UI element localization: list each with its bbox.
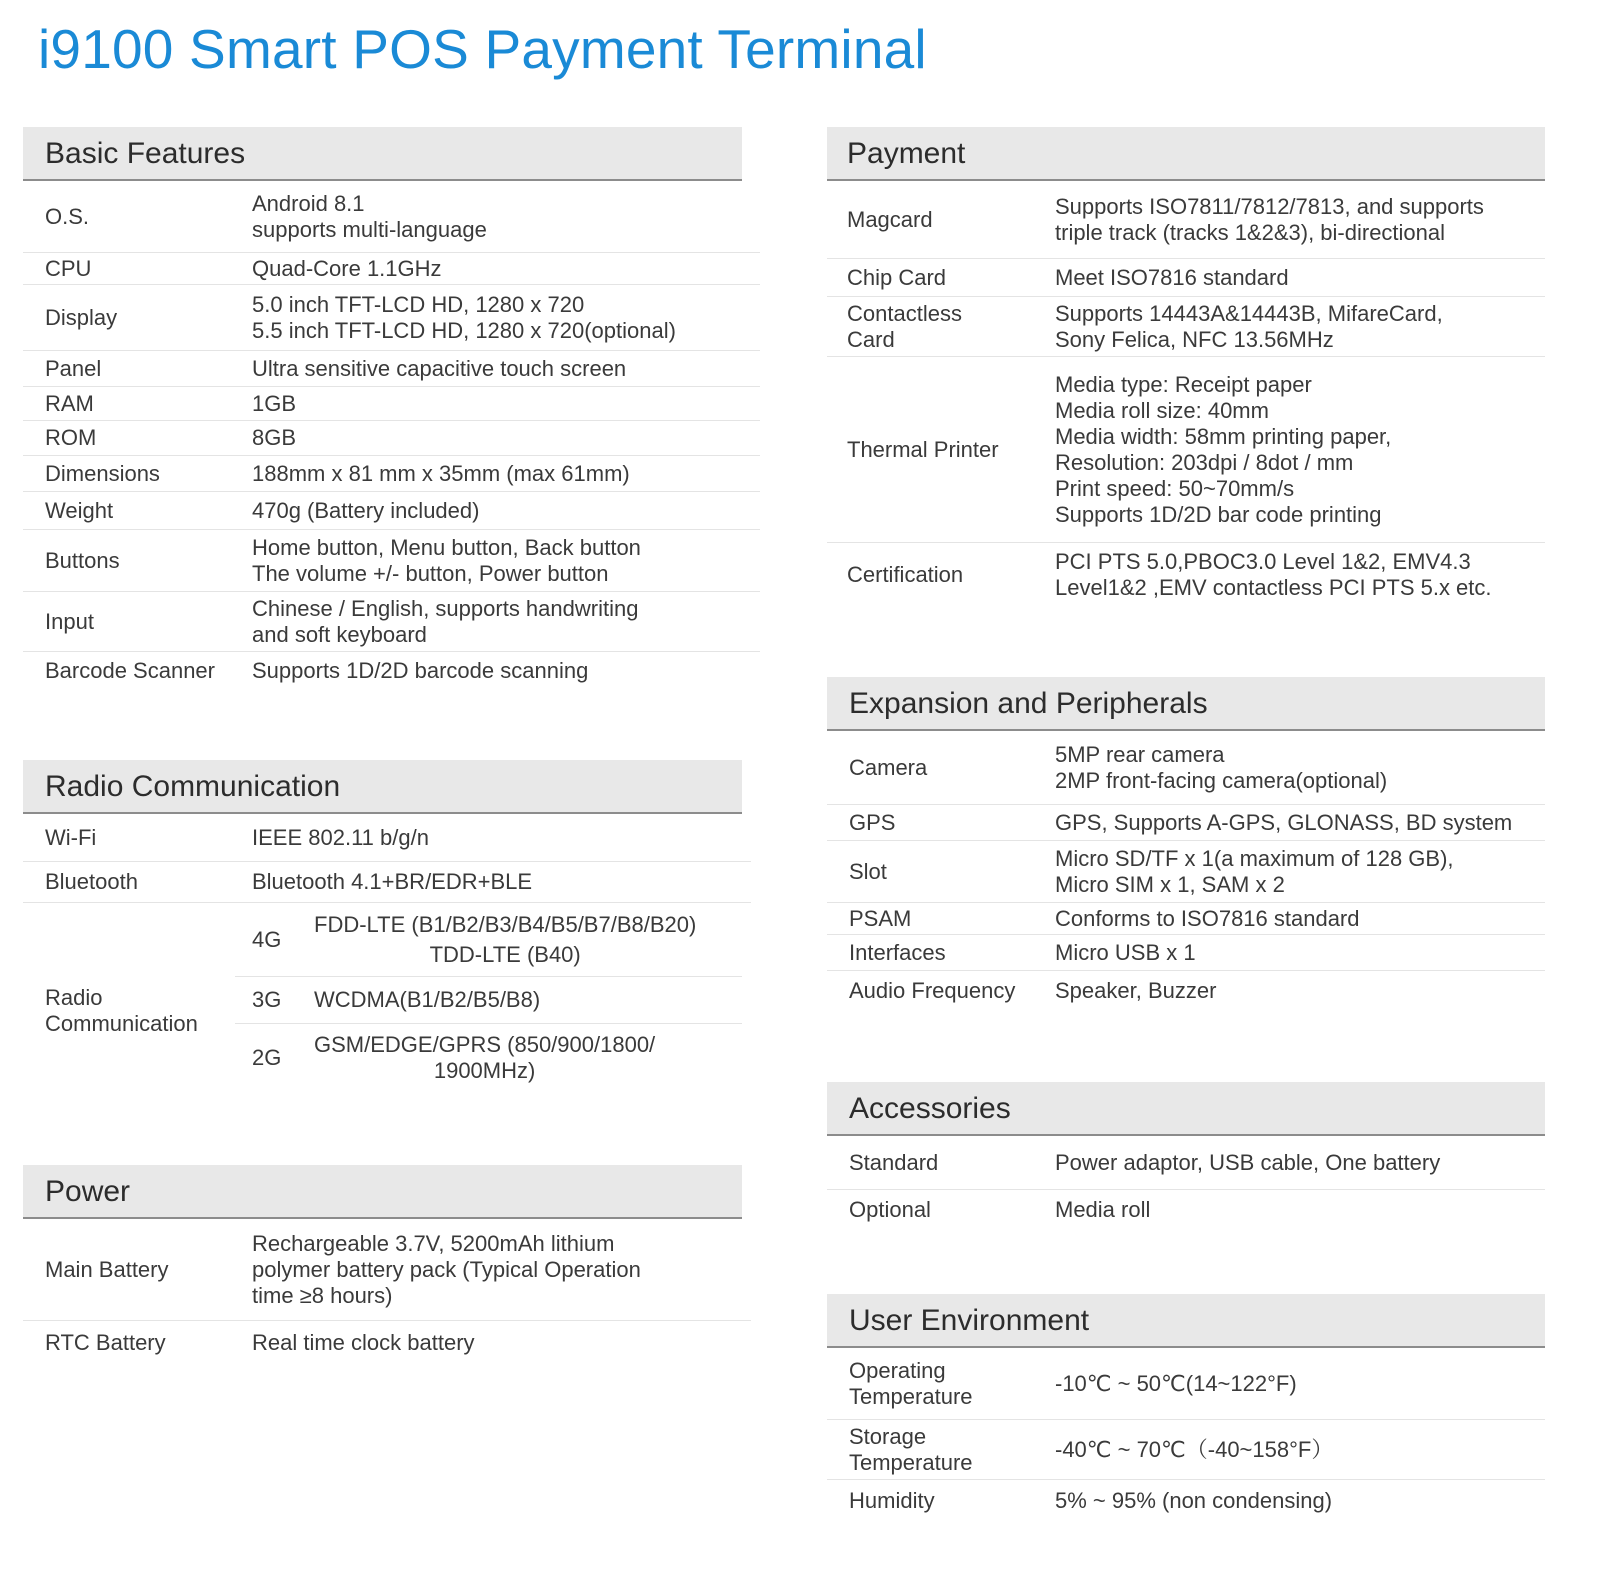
row-value: Meet ISO7816 standard [1055,264,1289,290]
band-label: 3G [252,987,282,1012]
row-value: Media type: Receipt paper Media roll size: 40mm Media width: 58mm printing paper, Resolution: 203dpi / 8dot / mm Print speed: 50~70mm/s Supports 1D/2D bar code printing [1055,371,1392,527]
spec-row [23,1321,751,1365]
row-label: PSAM [849,905,912,931]
spec-row [827,1348,1545,1420]
row-value: Speaker, Buzzer [1055,978,1217,1003]
spec-row [827,259,1545,297]
spec-row [827,841,1545,903]
spec-row [23,456,760,492]
section-heading: User Environment [827,1294,1545,1348]
user-environment-section [827,1294,1545,1538]
spec-row [23,351,760,387]
row-value: Power adaptor, USB cable, One battery [1055,1149,1441,1175]
row-label: RAM [45,390,94,416]
spec-table [23,1219,742,1369]
basic-features-section [23,127,742,701]
row-label: Slot [849,858,887,884]
section-heading: Expansion and Peripherals [827,677,1545,731]
row-value: GPS, Supports A-GPS, GLONASS, BD system [1055,809,1513,835]
row-value: Conforms to ISO7816 standard [1055,905,1360,931]
radio-communication-section [23,760,742,1154]
row-label: Contactless Card [847,300,962,352]
row-value: Supports 14443A&14443B, MifareCard, Sony Felica, NFC 13.56MHz [1055,300,1443,352]
row-label: Camera [849,754,928,780]
row-label: Certification [847,562,964,587]
row-label: Humidity [849,1488,935,1513]
row-value: Supports 1D/2D barcode scanning [252,658,589,683]
row-label: Chip Card [847,264,947,290]
spec-row [23,652,760,690]
band-value: GSM/EDGE/GPRS (850/900/1800/ 1900MHz) [314,1032,656,1083]
row-value: Quad-Core 1.1GHz [252,255,442,281]
row-label: Radio Communication [45,985,198,1036]
band-row-4g [235,903,742,977]
row-label: Operating Temperature [849,1357,973,1409]
spec-row [23,181,760,253]
row-label: CPU [45,255,92,281]
row-value: Micro SD/TF x 1(a maximum of 128 GB), Micro SIM x 1, SAM x 2 [1055,845,1454,897]
row-label: O.S. [45,203,90,229]
section-heading: Payment [827,127,1545,181]
section-heading: Accessories [827,1082,1545,1136]
row-label: Thermal Printer [847,436,999,462]
row-value: -10℃ ~ 50℃(14~122°F) [1055,1370,1297,1396]
payment-section [827,127,1545,611]
section-heading: Power [23,1165,742,1219]
row-value: 188mm x 81 mm x 35mm (max 61mm) [252,460,630,486]
row-label: Interfaces [849,939,946,965]
spec-row [827,543,1545,607]
spec-row [23,862,751,903]
spec-table [827,1348,1545,1538]
spec-row [827,805,1545,841]
row-value: Ultra sensitive capacitive touch screen [252,355,627,381]
row-value: 470g (Battery included) [252,497,480,523]
spec-row [827,731,1545,805]
row-value: 8GB [252,425,297,450]
row-value: Bluetooth 4.1+BR/EDR+BLE [252,869,533,894]
spec-row [23,253,760,285]
band-label: 4G [252,926,282,952]
row-label: Main Battery [45,1256,169,1282]
spec-row [23,421,760,456]
spec-row [23,1219,751,1321]
row-label: Audio Frequency [849,978,1016,1003]
section-heading: Radio Communication [23,760,742,814]
spec-row [827,357,1545,543]
spec-table [23,181,751,701]
row-label: Magcard [847,206,933,232]
spec-row [827,971,1545,1011]
band-value: FDD-LTE (B1/B2/B3/B4/B5/B7/B8/B20) TDD-LTE (B40) [314,911,697,967]
accessories-section [827,1082,1545,1246]
spec-row [827,1190,1545,1230]
band-row-3g [235,977,742,1024]
row-label: Optional [849,1197,931,1222]
power-section [23,1165,742,1369]
row-label: Display [45,304,118,330]
row-value: Home button, Menu button, Back button The volume +/- button, Power button [252,534,641,586]
row-label: RTC Battery [45,1330,166,1355]
row-label: Input [45,608,94,634]
section-heading: Basic Features [23,127,742,181]
row-label: Panel [45,355,102,381]
spec-row [827,1136,1545,1190]
spec-row [827,1420,1545,1480]
row-label: ROM [45,425,97,450]
row-label: Bluetooth [45,869,138,894]
row-value: IEEE 802.11 b/g/n [252,824,429,850]
row-label: Standard [849,1149,939,1175]
row-label: Weight [45,497,114,523]
spec-table [23,814,742,1154]
spec-table [827,181,1545,611]
spec-row [827,935,1545,971]
spec-row [827,903,1545,935]
expansion-section [827,677,1545,1021]
spec-table [827,731,1545,1021]
spec-table [827,1136,1545,1246]
spec-row [827,181,1545,259]
row-label: Storage Temperature [849,1423,973,1475]
spec-row [827,1480,1545,1522]
row-value: 5.0 inch TFT-LCD HD, 1280 x 720 5.5 inch TFT-LCD HD, 1280 x 720(optional) [252,291,676,343]
row-value: -40℃ ~ 70℃（-40~158°F） [1055,1436,1334,1462]
spec-row [23,492,760,530]
row-value: Media roll [1055,1197,1151,1222]
row-label: Barcode Scanner [45,658,215,683]
row-label: Wi-Fi [45,824,97,850]
row-value: Rechargeable 3.7V, 5200mAh lithium polymer battery pack (Typical Operation time ≥8 hours) [252,1230,641,1308]
row-value: Supports ISO7811/7812/7813, and supports triple track (tracks 1&2&3), bi-directional [1055,193,1484,245]
spec-row [23,285,760,351]
row-label: Dimensions [45,460,160,486]
row-value: PCI PTS 5.0,PBOC3.0 Level 1&2, EMV4.3 Level1&2 ,EMV contactless PCI PTS 5.x etc. [1055,549,1492,600]
spec-row [23,814,751,862]
spec-row [23,530,760,592]
page-title: i9100 Smart POS Payment Terminal [38,18,927,80]
row-label: Buttons [45,547,120,573]
row-value: Android 8.1 supports multi-language [252,190,487,242]
row-label: GPS [849,809,896,835]
row-value: Real time clock battery [252,1330,475,1355]
row-value: Micro USB x 1 [1055,939,1196,965]
radio-group-row [23,903,742,1118]
row-value: 5% ~ 95% (non condensing) [1055,1488,1333,1513]
band-value: WCDMA(B1/B2/B5/B8) [314,987,541,1012]
spec-row [23,592,760,652]
row-value: 5MP rear camera 2MP front-facing camera(optional) [1055,741,1388,793]
row-value: Chinese / English, supports handwriting and soft keyboard [252,595,639,647]
band-row-2g [235,1024,742,1092]
spec-row [23,387,760,421]
band-label: 2G [252,1045,282,1070]
spec-row [827,297,1545,357]
row-value: 1GB [252,390,297,416]
